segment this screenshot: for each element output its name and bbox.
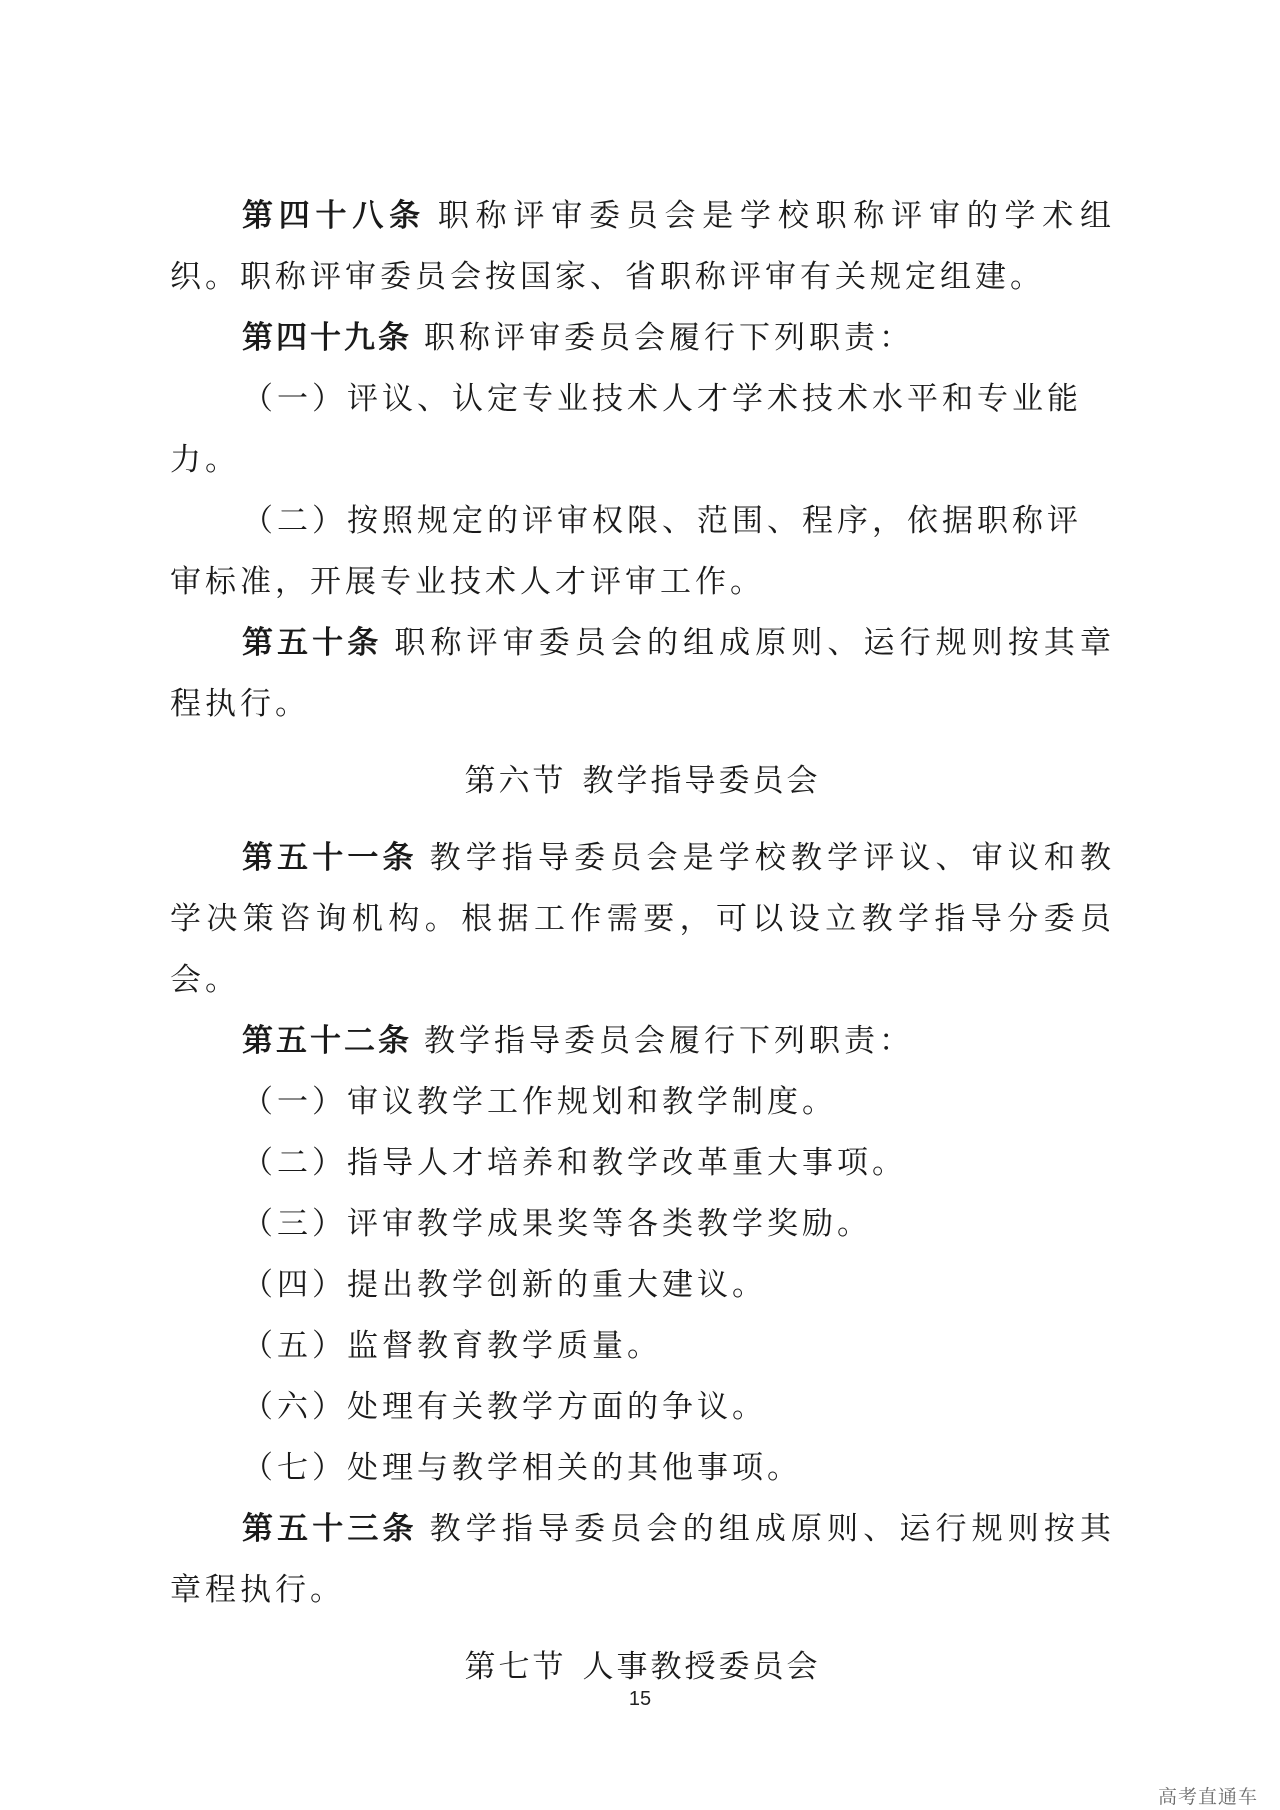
section-title: 人事教授委员会	[582, 1649, 821, 1685]
list-item: （一）审议教学工作规划和教学制度。	[242, 1084, 837, 1120]
list-item: （二）按照规定的评审权限、范围、程序，依据职称评审标准，开展专业技术人才评审工作。	[170, 503, 1082, 600]
section-number: 第七节	[464, 1649, 567, 1685]
list-item: （二）指导人才培养和教学改革重大事项。	[242, 1145, 907, 1181]
article-text: 教学指导委员会履行下列职责：	[424, 1023, 914, 1059]
article-paragraph	[170, 308, 1115, 369]
section-title: 教学指导委员会	[582, 763, 821, 799]
article-text: 教学指导委员会是学校教学评议、审议和教学决策咨询机构。根据工作需要，可以设立教学指导分委员会。	[170, 840, 1116, 998]
section-heading	[170, 751, 1115, 812]
list-item: （七）处理与教学相关的其他事项。	[242, 1450, 802, 1486]
article-label: 第五十条	[242, 625, 383, 661]
article-label: 第四十九条	[242, 320, 412, 356]
list-item: （五）监督教育教学质量。	[242, 1328, 662, 1364]
page-number: 15	[628, 1688, 652, 1710]
document-body	[170, 186, 1115, 1714]
article-text: 职称评审委员会履行下列职责：	[424, 320, 914, 356]
article-label: 第五十一条	[242, 840, 418, 876]
article-paragraph	[170, 1499, 1115, 1621]
article-paragraph	[170, 828, 1115, 1011]
article-label: 第四十八条	[242, 198, 426, 234]
article-label: 第五十三条	[242, 1511, 418, 1547]
article-paragraph	[170, 1011, 1115, 1072]
article-text: 职称评审委员会是学校职称评审的学术组织。职称评审委员会按国家、省职称评审有关规定组建。	[170, 198, 1116, 295]
article-text: 职称评审委员会的组成原则、运行规则按其章程执行。	[170, 625, 1116, 722]
list-item: （三）评审教学成果奖等各类教学奖励。	[242, 1206, 872, 1242]
watermark-text: 高考直通车	[1157, 1786, 1258, 1808]
article-paragraph	[170, 186, 1115, 308]
article-label: 第五十二条	[242, 1023, 412, 1059]
article-paragraph	[170, 613, 1115, 735]
article-text: 教学指导委员会的组成原则、运行规则按其章程执行。	[170, 1511, 1116, 1608]
list-item: （四）提出教学创新的重大建议。	[242, 1267, 767, 1303]
list-item: （一）评议、认定专业技术人才学术技术水平和专业能力。	[170, 381, 1082, 478]
section-number: 第六节	[464, 763, 567, 799]
list-item: （六）处理有关教学方面的争议。	[242, 1389, 767, 1425]
